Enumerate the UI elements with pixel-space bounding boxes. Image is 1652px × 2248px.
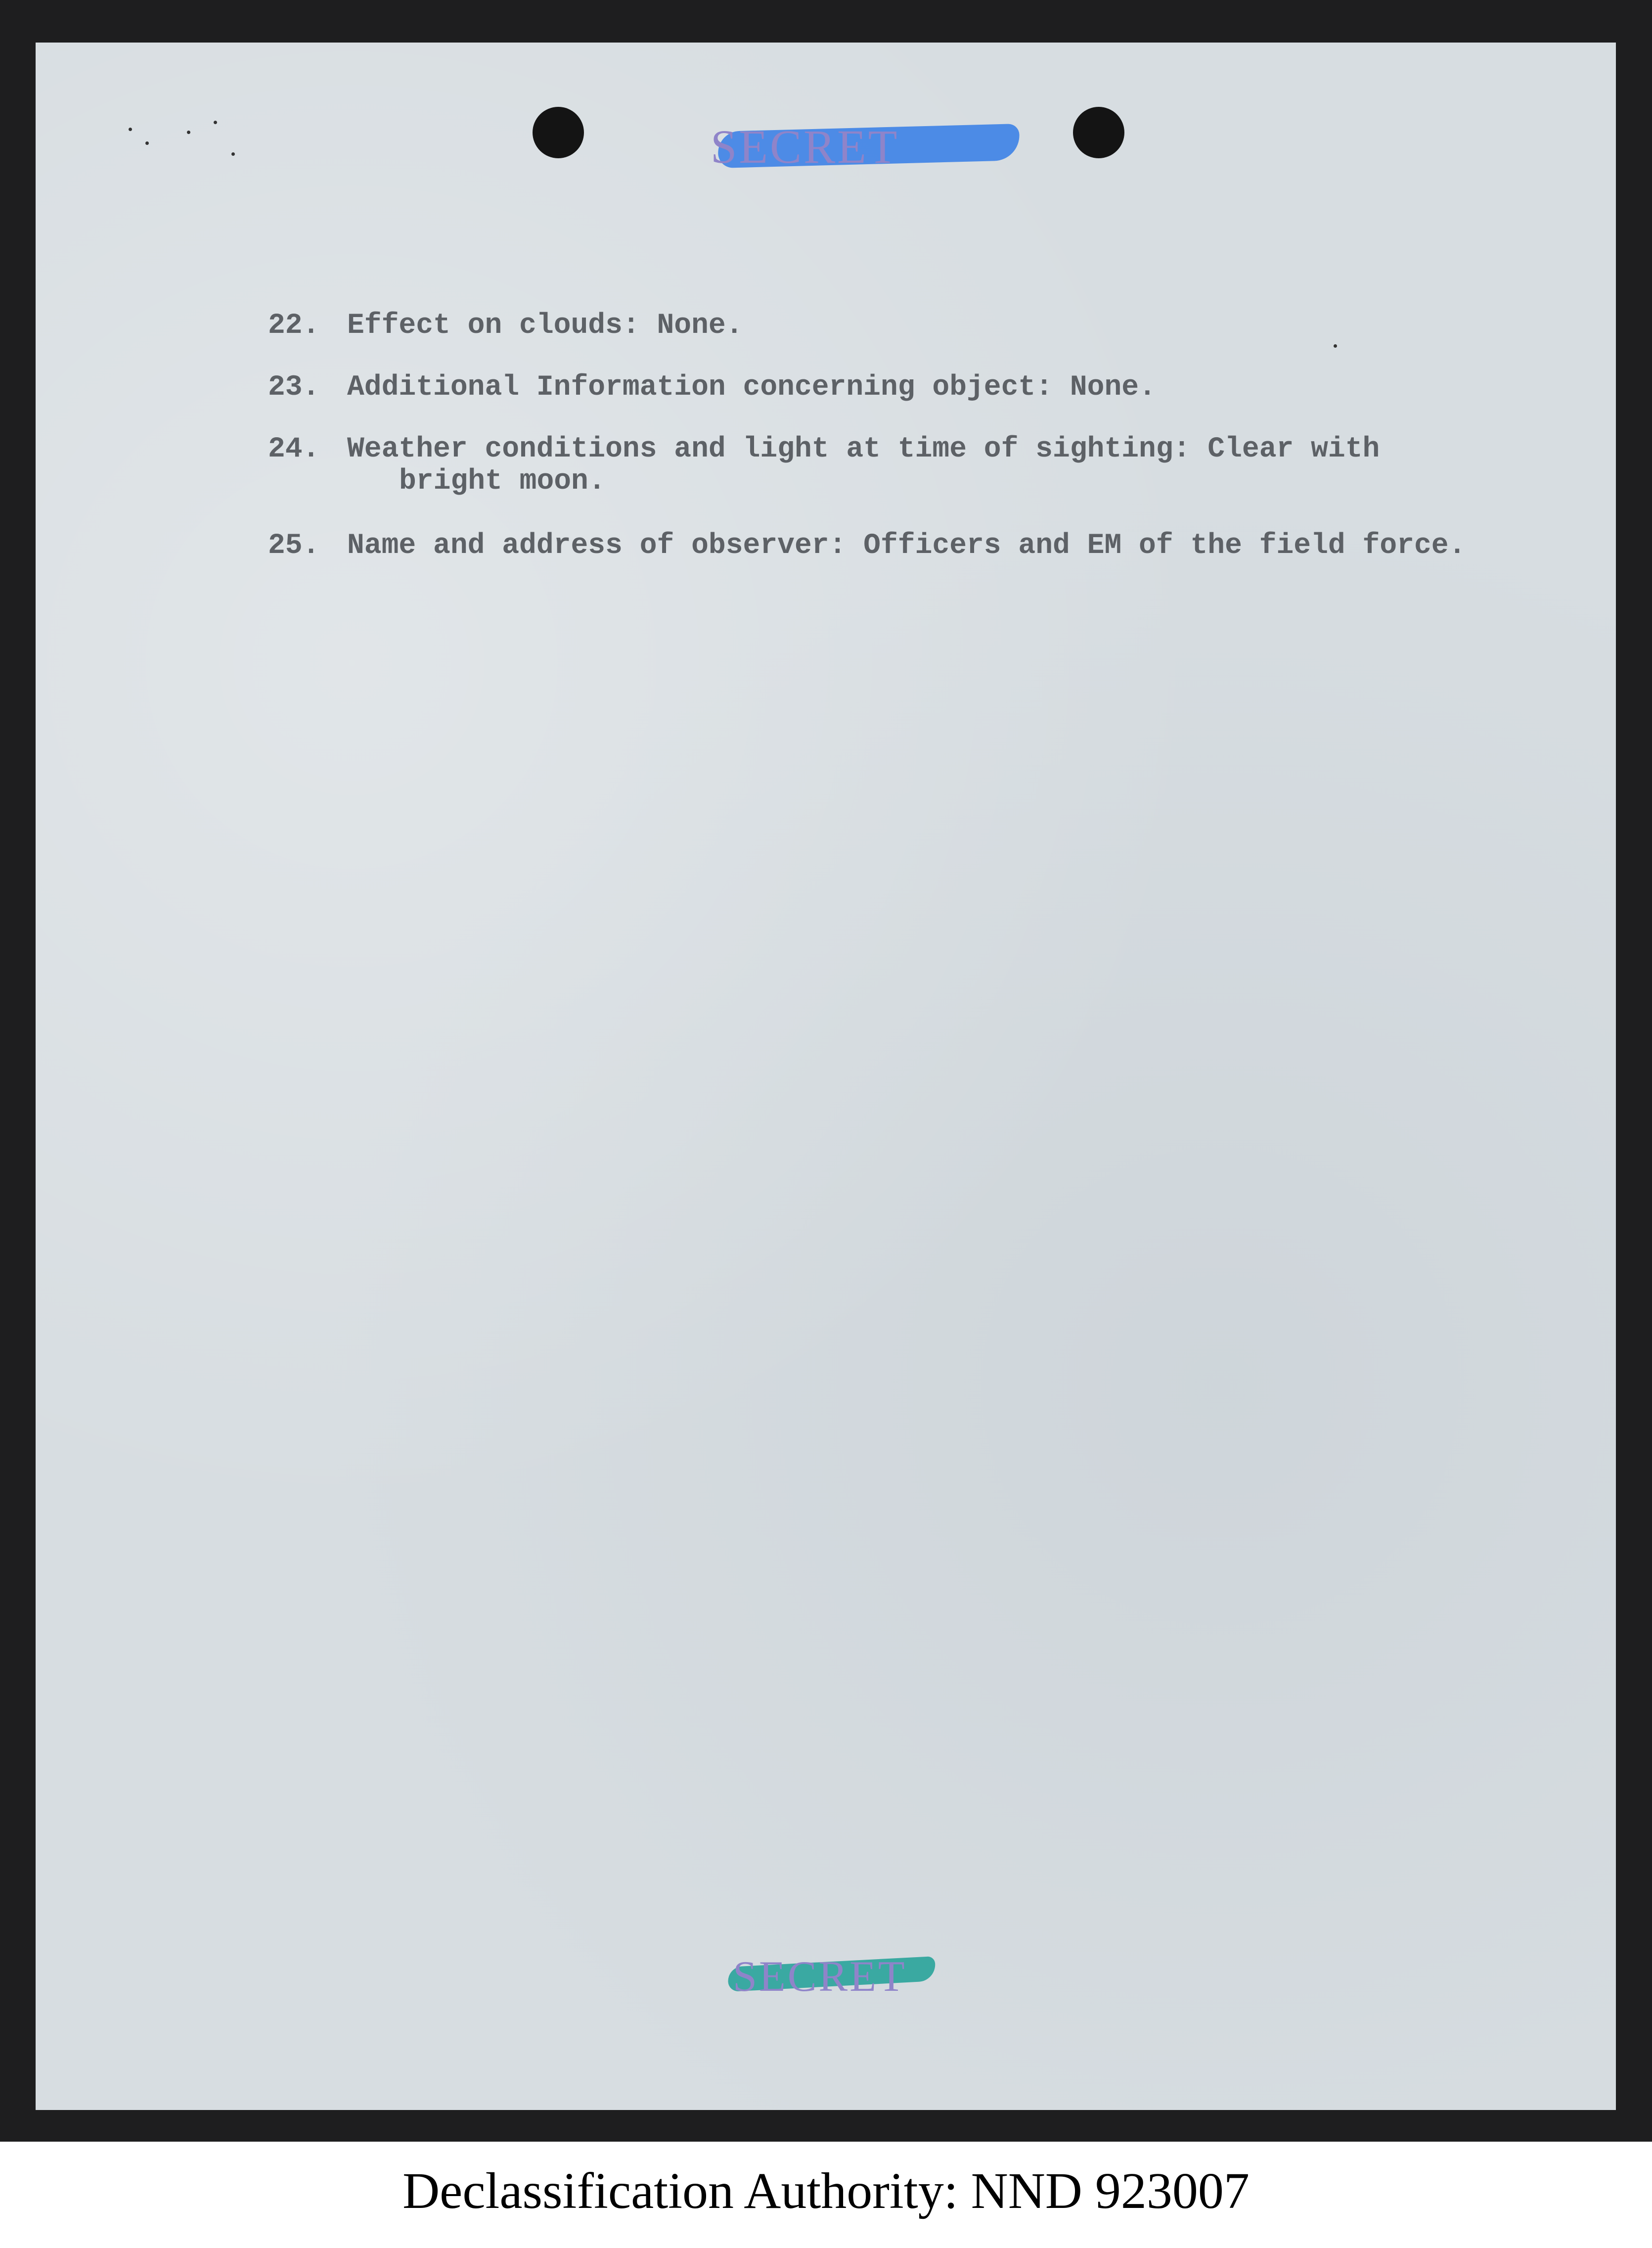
document-page bbox=[36, 43, 1616, 2110]
item-number: 23. bbox=[268, 371, 320, 404]
punch-hole-right bbox=[1073, 107, 1124, 158]
paper-speck bbox=[231, 152, 235, 156]
item-text-line: Effect on clouds: None. bbox=[347, 310, 743, 342]
item-number: 25. bbox=[268, 530, 320, 562]
bottom-classification-stamp: SECRET bbox=[733, 1953, 907, 2001]
item-text-line: Weather conditions and light at time of sighting: Clear with bbox=[347, 433, 1380, 465]
item-text-line: bright moon. bbox=[399, 465, 606, 498]
paper-speck bbox=[1334, 344, 1337, 348]
paper-speck bbox=[214, 121, 217, 124]
paper-speck bbox=[129, 128, 132, 131]
declassification-caption: Declassification Authority: NND 923007 bbox=[402, 2162, 1250, 2219]
punch-hole-left bbox=[533, 107, 584, 158]
item-number: 24. bbox=[268, 433, 320, 465]
paper-speck bbox=[145, 141, 149, 145]
item-text-line: Name and address of observer: Officers and EM of the field force. bbox=[347, 530, 1466, 562]
item-text-line: Additional Information concerning object: None. bbox=[347, 371, 1156, 404]
paper-speck bbox=[187, 131, 190, 134]
item-number: 22. bbox=[268, 310, 320, 342]
top-classification-stamp: SECRET bbox=[711, 120, 899, 173]
